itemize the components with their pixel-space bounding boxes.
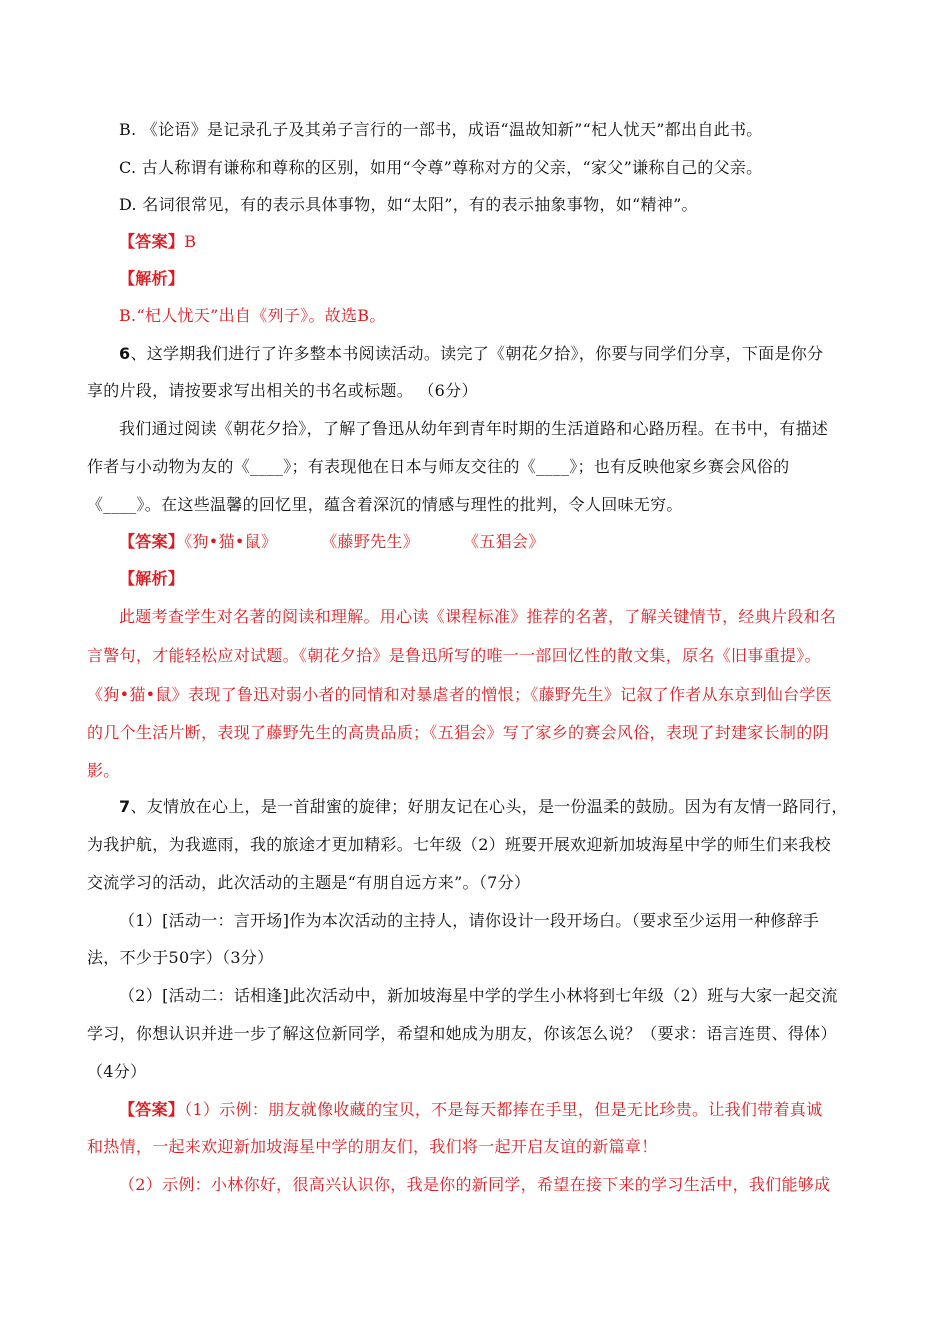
answer-value: B (184, 232, 197, 251)
q7-answer-line-2: 和热情，一起来欢迎新加坡海星中学的朋友们，我们将一起开启友谊的新篇章！ (87, 1137, 658, 1156)
q7-stem-line-2: 为我护航，为我遮雨，我的旅途才更加精彩。七年级（2）班要开展欢迎新加坡海星中学的师生们来我校 (87, 835, 831, 854)
q7-sub1-line-1: （1）[活动一：言开场]作为本次活动的主持人，请你设计一段开场白。（要求至少运用一种修辞手 (119, 911, 820, 930)
q6-analysis-line-5: 影。 (87, 761, 120, 780)
answer-title-1: 《狗•猫•鼠》 (184, 532, 278, 551)
option-c: C. 古人称谓有谦称和尊称的区别，如用“令尊”尊称对方的父亲，“家父”谦称自己的父亲。 (119, 158, 763, 177)
option-d: D. 名词很常见，有的表示具体事物，如“太阳”，有的表示抽象事物，如“精神”。 (119, 195, 698, 214)
q6-passage-line-1: 我们通过阅读《朝花夕拾》，了解了鲁迅从幼年到青年时期的生活道路和心路历程。在书中，有描述 (119, 419, 829, 438)
q7-sub1-line-2: 法，不少于50字）（3分） (87, 948, 274, 967)
q7-answer-line-1 (119, 1099, 822, 1121)
q5-answer (119, 231, 196, 253)
q7-sub2-line-1: （2）[活动二：话相逢]此次活动中，新加坡海星中学的学生小林将到七年级（2）班与大家一起交流 (119, 986, 838, 1005)
answer-label: 【答案】 (119, 232, 185, 251)
answer-title-2: 《藤野先生》 (321, 532, 419, 551)
q7-answer-text: （1）示例：朋友就像收藏的宝贝，不是每天都捧在手里，但是无比珍贵。让我们带着真诚 (184, 1100, 823, 1119)
option-b: B. 《论语》是记录孔子及其弟子言行的一部书，成语“温故知新”“杞人忧天”都出自此书。 (119, 120, 763, 139)
q6-answer (119, 531, 545, 553)
q6-passage-line-3: 《____》。在这些温馨的回忆里，蕴含着深沉的情感与理性的批判，令人回味无穷。 (87, 495, 683, 514)
q6-analysis-label: 【解析】 (119, 569, 185, 588)
answer-label: 【答案】 (119, 1100, 185, 1119)
q6-stem-text: 、这学期我们进行了许多整本书阅读活动。读完了《朝花夕拾》，你要与同学们分享，下面是你分 (130, 344, 824, 363)
q6-analysis-line-3: 《狗•猫•鼠》表现了鲁迅对弱小者的同情和对暴虐者的憎恨；《藤野先生》记叙了作者从东京到仙台学医 (87, 685, 832, 704)
q6-passage-line-2: 作者与小动物为友的《____》；有表现他在日本与师友交往的《____》；也有反映他家乡赛会风俗的 (87, 457, 790, 476)
q6-analysis-line-2: 言警句，才能轻松应对试题。《朝花夕拾》是鲁迅所写的唯一一部回忆性的散文集，原名《旧事重提》。 (87, 646, 821, 665)
q7-stem-line-3: 交流学习的活动，此次活动的主题是“有朋自远方来”。（7分） (87, 873, 531, 892)
q7-stem-text: 、友情放在心上，是一首甜蜜的旋律；好朋友记在心头，是一份温柔的鼓励。因为有友情一路同行， (130, 797, 848, 816)
q6-stem-line-1 (119, 343, 823, 365)
q7-sub2-line-3: （4分） (87, 1062, 147, 1081)
q7-sub2-line-2: 学习，你想认识并进一步了解这位新同学，希望和她成为朋友，你该怎么说？（要求：语言连贯、得体） (87, 1024, 837, 1043)
question-number: 6 (119, 344, 131, 363)
q6-stem-line-2: 享的片段，请按要求写出相关的书名或标题。 （6分） (87, 381, 478, 400)
q6-analysis-line-1: 此题考查学生对名著的阅读和理解。用心读《课程标准》推荐的名著，了解关键情节，经典片段和名 (119, 607, 837, 626)
q6-analysis-line-4: 的几个生活片断，表现了藤野先生的高贵品质；《五猖会》写了家乡的赛会风俗，表现了封建家长制的阴 (87, 723, 829, 742)
q7-answer-line-3: （2）示例：小林你好，很高兴认识你，我是你的新同学，希望在接下来的学习生活中，我们能够成 (119, 1175, 831, 1194)
q5-analysis-label: 【解析】 (119, 269, 185, 288)
q5-analysis-text: B.“杞人忧天”出自《列子》。故选B。 (119, 306, 386, 325)
q7-stem-line-1 (119, 796, 848, 818)
answer-title-3: 《五猖会》 (463, 532, 545, 551)
question-number: 7 (119, 797, 131, 816)
answer-label: 【答案】 (119, 532, 185, 551)
